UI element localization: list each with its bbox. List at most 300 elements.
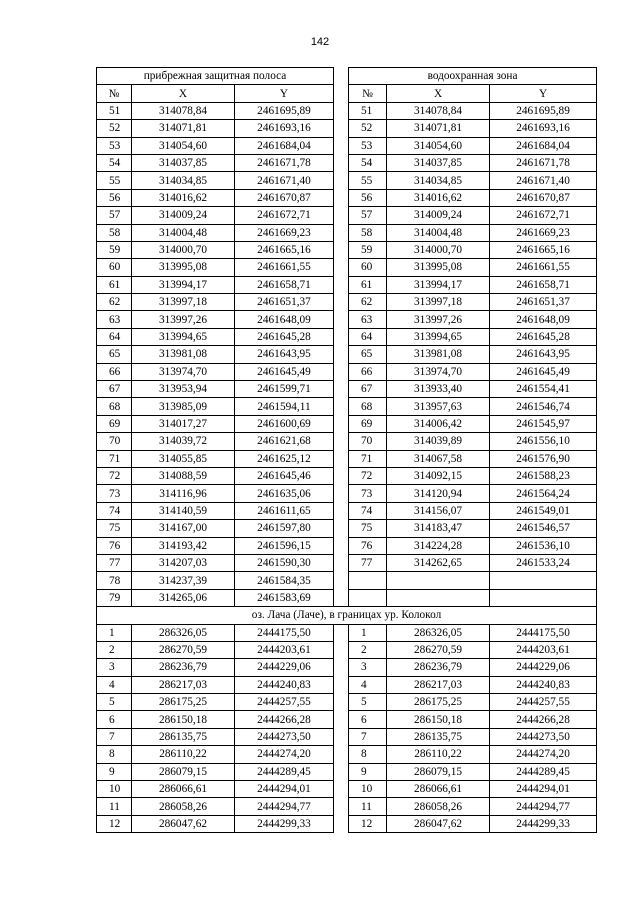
point-number: 72 — [97, 467, 132, 484]
table-row — [97, 537, 597, 554]
coordinates-table — [96, 67, 597, 833]
x-coordinate: 286110,22 — [132, 746, 235, 763]
table-row — [97, 641, 597, 658]
point-number: 69 — [97, 415, 132, 432]
col-header-no: № — [97, 85, 132, 102]
y-coordinate: 2444294,01 — [235, 781, 334, 798]
point-number: 64 — [349, 328, 387, 345]
table-row — [97, 711, 597, 728]
y-coordinate: 2461554,41 — [490, 381, 597, 398]
y-coordinate — [490, 572, 597, 589]
x-coordinate: 313933,40 — [387, 381, 490, 398]
point-number: 76 — [97, 537, 132, 554]
x-coordinate: 313981,08 — [387, 346, 490, 363]
x-coordinate: 313997,18 — [387, 294, 490, 311]
table-row — [97, 415, 597, 432]
x-coordinate: 314067,58 — [387, 450, 490, 467]
y-coordinate: 2461549,01 — [490, 502, 597, 519]
y-coordinate: 2444175,50 — [490, 624, 597, 641]
point-number: 8 — [349, 746, 387, 763]
y-coordinate: 2444294,77 — [490, 798, 597, 815]
y-coordinate: 2461693,16 — [235, 120, 334, 137]
x-coordinate: 313995,08 — [132, 259, 235, 276]
x-coordinate: 286217,03 — [387, 676, 490, 693]
point-number: 70 — [349, 433, 387, 450]
point-number: 2 — [97, 641, 132, 658]
x-coordinate — [387, 589, 490, 606]
point-number: 55 — [349, 172, 387, 189]
table-row — [97, 207, 597, 224]
x-coordinate: 286175,25 — [132, 694, 235, 711]
x-coordinate: 313995,08 — [387, 259, 490, 276]
table-row — [97, 694, 597, 711]
x-coordinate: 314167,00 — [132, 520, 235, 537]
x-coordinate: 313994,17 — [387, 276, 490, 293]
y-coordinate: 2461596,15 — [235, 537, 334, 554]
x-coordinate: 314078,84 — [387, 102, 490, 119]
point-number: 51 — [97, 102, 132, 119]
point-number: 64 — [97, 328, 132, 345]
point-number: 56 — [97, 189, 132, 206]
y-coordinate: 2461684,04 — [235, 137, 334, 154]
y-coordinate: 2461645,28 — [490, 328, 597, 345]
x-coordinate: 313953,94 — [132, 381, 235, 398]
point-number: 60 — [349, 259, 387, 276]
y-coordinate: 2461670,87 — [490, 189, 597, 206]
table-row — [97, 502, 597, 519]
y-coordinate: 2461648,09 — [235, 311, 334, 328]
table-row — [97, 485, 597, 502]
y-coordinate: 2461545,97 — [490, 415, 597, 432]
x-coordinate: 313974,70 — [387, 363, 490, 380]
x-coordinate: 314237,39 — [132, 572, 235, 589]
x-coordinate: 314262,65 — [387, 554, 490, 571]
table-row — [97, 676, 597, 693]
y-coordinate: 2461645,49 — [490, 363, 597, 380]
point-number: 58 — [97, 224, 132, 241]
y-coordinate: 2461599,71 — [235, 381, 334, 398]
table-row — [97, 241, 597, 258]
x-coordinate: 313997,18 — [132, 294, 235, 311]
point-number: 68 — [97, 398, 132, 415]
x-coordinate: 286270,59 — [387, 641, 490, 658]
point-number: 5 — [349, 694, 387, 711]
y-coordinate: 2444294,77 — [235, 798, 334, 815]
table-row — [97, 294, 597, 311]
x-coordinate: 286150,18 — [132, 711, 235, 728]
point-number: 71 — [349, 450, 387, 467]
col-header-y: Y — [235, 85, 334, 102]
point-number: 52 — [97, 120, 132, 137]
group-header-coastal-strip: прибрежная защитная полоса — [97, 68, 334, 85]
table-row — [97, 467, 597, 484]
x-coordinate: 286236,79 — [132, 659, 235, 676]
x-coordinate: 314009,24 — [387, 207, 490, 224]
y-coordinate: 2461645,46 — [235, 467, 334, 484]
table-row — [97, 433, 597, 450]
table-row — [97, 102, 597, 119]
point-number: 6 — [349, 711, 387, 728]
point-number: 53 — [97, 137, 132, 154]
group-header-row — [97, 68, 597, 85]
y-coordinate: 2461669,23 — [490, 224, 597, 241]
table-row — [97, 815, 597, 832]
x-coordinate: 314004,48 — [132, 224, 235, 241]
x-coordinate: 314039,89 — [387, 433, 490, 450]
x-coordinate: 314224,28 — [387, 537, 490, 554]
point-number: 7 — [349, 728, 387, 745]
point-number: 70 — [97, 433, 132, 450]
point-number: 60 — [97, 259, 132, 276]
point-number: 8 — [97, 746, 132, 763]
y-coordinate: 2461672,71 — [490, 207, 597, 224]
point-number: 79 — [97, 589, 132, 606]
x-coordinate: 314034,85 — [132, 172, 235, 189]
y-coordinate: 2461594,11 — [235, 398, 334, 415]
y-coordinate: 2461583,69 — [235, 589, 334, 606]
y-coordinate: 2461695,89 — [235, 102, 334, 119]
x-coordinate: 314034,85 — [387, 172, 490, 189]
x-coordinate: 286135,75 — [132, 728, 235, 745]
y-coordinate: 2461635,06 — [235, 485, 334, 502]
y-coordinate: 2444266,28 — [490, 711, 597, 728]
col-header-no: № — [349, 85, 387, 102]
table-row — [97, 450, 597, 467]
x-coordinate: 313974,70 — [132, 363, 235, 380]
x-coordinate: 314016,62 — [132, 189, 235, 206]
x-coordinate: 314054,60 — [132, 137, 235, 154]
point-number: 63 — [349, 311, 387, 328]
x-coordinate: 286135,75 — [387, 728, 490, 745]
point-number: 75 — [97, 520, 132, 537]
col-header-y: Y — [490, 85, 597, 102]
y-coordinate: 2461546,57 — [490, 520, 597, 537]
x-coordinate: 286326,05 — [132, 624, 235, 641]
x-coordinate: 314039,72 — [132, 433, 235, 450]
point-number: 10 — [97, 781, 132, 798]
point-number: 78 — [97, 572, 132, 589]
point-number: 3 — [97, 659, 132, 676]
x-coordinate: 314207,03 — [132, 554, 235, 571]
table-row — [97, 520, 597, 537]
x-coordinate: 314017,27 — [132, 415, 235, 432]
y-coordinate: 2461670,87 — [235, 189, 334, 206]
point-number: 73 — [349, 485, 387, 502]
table-row — [97, 624, 597, 641]
y-coordinate: 2461684,04 — [490, 137, 597, 154]
table-row — [97, 363, 597, 380]
x-coordinate: 314071,81 — [132, 120, 235, 137]
x-coordinate: 314078,84 — [132, 102, 235, 119]
point-number: 72 — [349, 467, 387, 484]
table-row — [97, 398, 597, 415]
y-coordinate: 2461576,90 — [490, 450, 597, 467]
y-coordinate: 2461672,71 — [235, 207, 334, 224]
x-coordinate: 314054,60 — [387, 137, 490, 154]
x-coordinate: 286175,25 — [387, 694, 490, 711]
y-coordinate: 2461658,71 — [490, 276, 597, 293]
point-number: 67 — [97, 381, 132, 398]
y-coordinate: 2461536,10 — [490, 537, 597, 554]
col-header-x: X — [387, 85, 490, 102]
table-row — [97, 259, 597, 276]
point-number: 54 — [97, 154, 132, 171]
y-coordinate: 2461693,16 — [490, 120, 597, 137]
y-coordinate: 2461661,55 — [490, 259, 597, 276]
x-coordinate: 314004,48 — [387, 224, 490, 241]
y-coordinate: 2444240,83 — [490, 676, 597, 693]
y-coordinate: 2444299,33 — [235, 815, 334, 832]
x-coordinate: 286058,26 — [132, 798, 235, 815]
x-coordinate: 286326,05 — [387, 624, 490, 641]
table-row — [97, 224, 597, 241]
y-coordinate: 2444273,50 — [235, 728, 334, 745]
table-row — [97, 120, 597, 137]
point-number: 56 — [349, 189, 387, 206]
point-number: 1 — [97, 624, 132, 641]
y-coordinate: 2461671,40 — [235, 172, 334, 189]
point-number: 69 — [349, 415, 387, 432]
x-coordinate: 286150,18 — [387, 711, 490, 728]
point-number: 3 — [349, 659, 387, 676]
point-number: 2 — [349, 641, 387, 658]
y-coordinate: 2444294,01 — [490, 781, 597, 798]
point-number: 77 — [349, 554, 387, 571]
x-coordinate: 314116,96 — [132, 485, 235, 502]
point-number: 54 — [349, 154, 387, 171]
y-coordinate: 2444273,50 — [490, 728, 597, 745]
point-number: 12 — [349, 815, 387, 832]
x-coordinate: 286217,03 — [132, 676, 235, 693]
y-coordinate: 2444257,55 — [235, 694, 334, 711]
y-coordinate: 2461597,80 — [235, 520, 334, 537]
x-coordinate: 286079,15 — [387, 763, 490, 780]
y-coordinate: 2461671,40 — [490, 172, 597, 189]
point-number: 74 — [349, 502, 387, 519]
y-coordinate: 2461625,12 — [235, 450, 334, 467]
table-row — [97, 137, 597, 154]
x-coordinate: 314000,70 — [387, 241, 490, 258]
table-row — [97, 572, 597, 589]
x-coordinate: 286236,79 — [387, 659, 490, 676]
point-number: 59 — [349, 241, 387, 258]
x-coordinate: 314088,59 — [132, 467, 235, 484]
point-number: 66 — [97, 363, 132, 380]
point-number: 63 — [97, 311, 132, 328]
point-number: 59 — [97, 241, 132, 258]
point-number: 73 — [97, 485, 132, 502]
y-coordinate: 2461651,37 — [490, 294, 597, 311]
y-coordinate: 2461643,95 — [235, 346, 334, 363]
table-row — [97, 328, 597, 345]
y-coordinate: 2444274,20 — [490, 746, 597, 763]
section-title-row — [97, 607, 597, 624]
table-row — [97, 659, 597, 676]
y-coordinate: 2444274,20 — [235, 746, 334, 763]
y-coordinate: 2461611,65 — [235, 502, 334, 519]
y-coordinate: 2461651,37 — [235, 294, 334, 311]
x-coordinate: 314193,42 — [132, 537, 235, 554]
y-coordinate: 2444266,28 — [235, 711, 334, 728]
table-row — [97, 798, 597, 815]
y-coordinate: 2461648,09 — [490, 311, 597, 328]
point-number: 51 — [349, 102, 387, 119]
point-number: 65 — [349, 346, 387, 363]
point-number: 10 — [349, 781, 387, 798]
y-coordinate: 2444257,55 — [490, 694, 597, 711]
point-number: 4 — [97, 676, 132, 693]
x-coordinate: 314016,62 — [387, 189, 490, 206]
y-coordinate: 2461546,74 — [490, 398, 597, 415]
y-coordinate: 2444229,06 — [235, 659, 334, 676]
x-coordinate: 314120,94 — [387, 485, 490, 502]
y-coordinate: 2444299,33 — [490, 815, 597, 832]
point-number: 1 — [349, 624, 387, 641]
y-coordinate: 2461584,35 — [235, 572, 334, 589]
point-number: 62 — [349, 294, 387, 311]
point-number: 12 — [97, 815, 132, 832]
point-number — [349, 572, 387, 589]
x-coordinate: 314037,85 — [387, 154, 490, 171]
point-number: 62 — [97, 294, 132, 311]
point-number: 74 — [97, 502, 132, 519]
point-number: 6 — [97, 711, 132, 728]
x-coordinate: 313957,63 — [387, 398, 490, 415]
x-coordinate: 313994,65 — [387, 328, 490, 345]
point-number: 68 — [349, 398, 387, 415]
x-coordinate: 313994,17 — [132, 276, 235, 293]
y-coordinate: 2461600,69 — [235, 415, 334, 432]
y-coordinate: 2444240,83 — [235, 676, 334, 693]
y-coordinate: 2444203,61 — [490, 641, 597, 658]
x-coordinate: 314037,85 — [132, 154, 235, 171]
table-row — [97, 311, 597, 328]
point-number: 52 — [349, 120, 387, 137]
point-number: 57 — [349, 207, 387, 224]
x-coordinate — [387, 572, 490, 589]
table-row — [97, 589, 597, 606]
table-row — [97, 172, 597, 189]
y-coordinate: 2461669,23 — [235, 224, 334, 241]
x-coordinate: 313985,09 — [132, 398, 235, 415]
y-coordinate: 2461671,78 — [490, 154, 597, 171]
x-coordinate: 314000,70 — [132, 241, 235, 258]
point-number: 55 — [97, 172, 132, 189]
x-coordinate: 314071,81 — [387, 120, 490, 137]
table-row — [97, 746, 597, 763]
x-coordinate: 286066,61 — [132, 781, 235, 798]
table-row — [97, 154, 597, 171]
y-coordinate: 2461661,55 — [235, 259, 334, 276]
point-number: 4 — [349, 676, 387, 693]
table-row — [97, 554, 597, 571]
point-number: 61 — [349, 276, 387, 293]
point-number: 76 — [349, 537, 387, 554]
table-row — [97, 346, 597, 363]
point-number: 67 — [349, 381, 387, 398]
table-row — [97, 781, 597, 798]
y-coordinate: 2461671,78 — [235, 154, 334, 171]
x-coordinate: 286047,62 — [132, 815, 235, 832]
point-number: 9 — [97, 763, 132, 780]
table-row — [97, 381, 597, 398]
table-body — [97, 68, 597, 833]
y-coordinate: 2461665,16 — [235, 241, 334, 258]
y-coordinate: 2461658,71 — [235, 276, 334, 293]
x-coordinate: 313994,65 — [132, 328, 235, 345]
point-number: 65 — [97, 346, 132, 363]
point-number: 77 — [97, 554, 132, 571]
col-header-x: X — [132, 85, 235, 102]
x-coordinate: 313997,26 — [132, 311, 235, 328]
point-number: 7 — [97, 728, 132, 745]
y-coordinate: 2461588,23 — [490, 467, 597, 484]
group-header-water-zone: водоохранная зона — [349, 68, 597, 85]
y-coordinate: 2444203,61 — [235, 641, 334, 658]
x-coordinate: 314055,85 — [132, 450, 235, 467]
y-coordinate: 2461643,95 — [490, 346, 597, 363]
x-coordinate: 314156,07 — [387, 502, 490, 519]
y-coordinate: 2461645,49 — [235, 363, 334, 380]
x-coordinate: 286047,62 — [387, 815, 490, 832]
section-title: оз. Лача (Лаче), в границах ур. Колокол — [97, 607, 597, 624]
point-number: 61 — [97, 276, 132, 293]
y-coordinate: 2461590,30 — [235, 554, 334, 571]
page-number: 142 — [310, 36, 330, 48]
table-row — [97, 189, 597, 206]
table-row — [97, 728, 597, 745]
y-coordinate — [490, 589, 597, 606]
y-coordinate: 2461533,24 — [490, 554, 597, 571]
x-coordinate: 314009,24 — [132, 207, 235, 224]
point-number: 75 — [349, 520, 387, 537]
point-number: 5 — [97, 694, 132, 711]
point-number: 11 — [97, 798, 132, 815]
table-row — [97, 276, 597, 293]
x-coordinate: 314140,59 — [132, 502, 235, 519]
point-number: 58 — [349, 224, 387, 241]
y-coordinate: 2444175,50 — [235, 624, 334, 641]
y-coordinate: 2461621,68 — [235, 433, 334, 450]
y-coordinate: 2461556,10 — [490, 433, 597, 450]
x-coordinate: 313981,08 — [132, 346, 235, 363]
point-number — [349, 589, 387, 606]
point-number: 9 — [349, 763, 387, 780]
y-coordinate: 2444289,45 — [490, 763, 597, 780]
x-coordinate: 286270,59 — [132, 641, 235, 658]
x-coordinate: 286066,61 — [387, 781, 490, 798]
x-coordinate: 314183,47 — [387, 520, 490, 537]
point-number: 11 — [349, 798, 387, 815]
x-coordinate: 286079,15 — [132, 763, 235, 780]
x-coordinate: 314006,42 — [387, 415, 490, 432]
column-header-row — [97, 85, 597, 102]
table-row — [97, 763, 597, 780]
point-number: 71 — [97, 450, 132, 467]
y-coordinate: 2461695,89 — [490, 102, 597, 119]
x-coordinate: 286110,22 — [387, 746, 490, 763]
y-coordinate: 2461665,16 — [490, 241, 597, 258]
y-coordinate: 2444289,45 — [235, 763, 334, 780]
point-number: 66 — [349, 363, 387, 380]
x-coordinate: 314092,15 — [387, 467, 490, 484]
y-coordinate: 2461645,28 — [235, 328, 334, 345]
point-number: 53 — [349, 137, 387, 154]
y-coordinate: 2444229,06 — [490, 659, 597, 676]
point-number: 57 — [97, 207, 132, 224]
x-coordinate: 286058,26 — [387, 798, 490, 815]
y-coordinate: 2461564,24 — [490, 485, 597, 502]
